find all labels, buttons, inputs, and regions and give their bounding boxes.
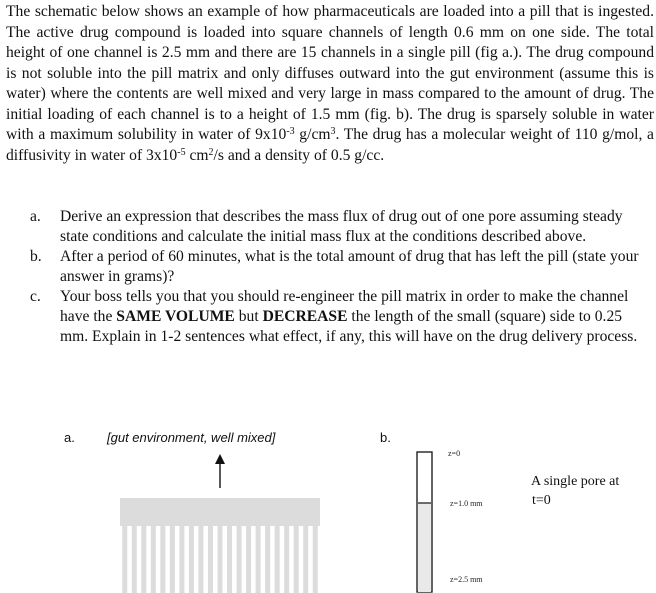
question-c-bold-2: DECREASE <box>262 308 348 325</box>
drug-fill <box>418 503 431 592</box>
statement-text-4: cm <box>185 146 209 164</box>
question-a <box>30 207 650 247</box>
channel-tooth <box>208 526 213 593</box>
pore-caption-line-2: t=0 <box>532 493 551 508</box>
question-c-label: c. <box>30 288 41 305</box>
z1-label: z=1.0 mm <box>450 499 483 508</box>
pill-base <box>120 498 320 526</box>
channel-tooth <box>237 526 242 593</box>
problem-statement <box>6 2 654 166</box>
question-c-bold-1: SAME VOLUME <box>116 308 235 325</box>
channel-tooth <box>122 526 127 593</box>
question-b-text: After a period of 60 minutes, what is the total amount of drug that has left the pill (state your answer in grams)? <box>60 248 639 285</box>
channel-tooth <box>132 526 137 593</box>
z0-label: z=0 <box>448 449 461 458</box>
channel-tooth <box>189 526 194 593</box>
figure-a-title: [gut environment, well mixed] <box>107 430 276 445</box>
statement-text-5: /s and a density of 0.5 g/cc. <box>213 146 385 164</box>
volume-exponent: 3 <box>330 126 336 137</box>
z2-label: z=2.5 mm <box>450 575 483 584</box>
solubility-exponent: -3 <box>286 126 295 137</box>
channel-tooth <box>151 526 156 593</box>
question-b <box>30 247 650 287</box>
question-a-label: a. <box>30 208 41 225</box>
channel-tooth <box>303 526 308 593</box>
figure-b-label: b. <box>380 430 391 445</box>
statement-text-2: g/cm <box>294 126 331 143</box>
pill-channels-diagram <box>120 452 330 593</box>
channel-tooth <box>198 526 203 593</box>
channel-tooth <box>141 526 146 593</box>
diffusivity-exponent: -5 <box>177 146 186 158</box>
channel-tooth <box>218 526 223 593</box>
statement-text-1: The schematic below shows an example of how pharmaceuticals are loaded into a pill that is ingested. The active drug compound is loaded into square channels of length 0.6 mm on one side. The total height of one channel is 2.5 mm and there are 15 channels in a single pill (fig a.). The drug compound is not soluble into the pill matrix and only diffuses outward into the gut environment (assume this is water) where the contents are well mixed and very large in mass compared to the amount of drug. The initial loading of each channel is to a height of 1.5 mm (fig. b). The drug is sparsely soluble in water with a maximum solubility in water of 9x10 <box>6 3 654 143</box>
question-c <box>30 287 650 347</box>
pore-caption-line-1: A single pore at <box>531 474 620 489</box>
channel-tooth <box>256 526 261 593</box>
question-b-label: b. <box>30 248 42 265</box>
channel-tooth <box>284 526 289 593</box>
channel-tooth <box>275 526 280 593</box>
diffusion-arrow-icon <box>215 454 225 488</box>
channel-tooth <box>313 526 318 593</box>
channel-tooth <box>265 526 270 593</box>
channel-tooth <box>227 526 232 593</box>
question-list <box>30 207 650 347</box>
channel-tooth <box>294 526 299 593</box>
statement-text-3: . The drug has a molecular weight of 110 g/mol, a diffusivity in water of 3x10 <box>6 126 654 164</box>
channel-tooth <box>179 526 184 593</box>
channel-comb <box>120 498 320 593</box>
single-pore-diagram <box>410 445 520 593</box>
question-c-text-mid: but <box>234 308 263 325</box>
question-a-text: Derive an expression that describes the mass flux of drug out of one pore assuming steady state conditions and calculate the initial mass flux at the conditions described above. <box>60 208 623 245</box>
channel-tooth <box>170 526 175 593</box>
area-exponent: 2 <box>208 146 214 158</box>
pore-caption <box>531 472 619 510</box>
question-c-text-pre: Your boss tells you that you should re-engineer the pill matrix in order to make the channel have the <box>60 288 629 325</box>
question-c-text-post: the length of the small (square) side to 0.25 mm. Explain in 1-2 sentences what effect, if any, this will have on the drug delivery process. <box>60 308 638 345</box>
figure-a-label: a. <box>64 430 75 445</box>
channel-tooth <box>246 526 251 593</box>
channel-tooth <box>160 526 165 593</box>
